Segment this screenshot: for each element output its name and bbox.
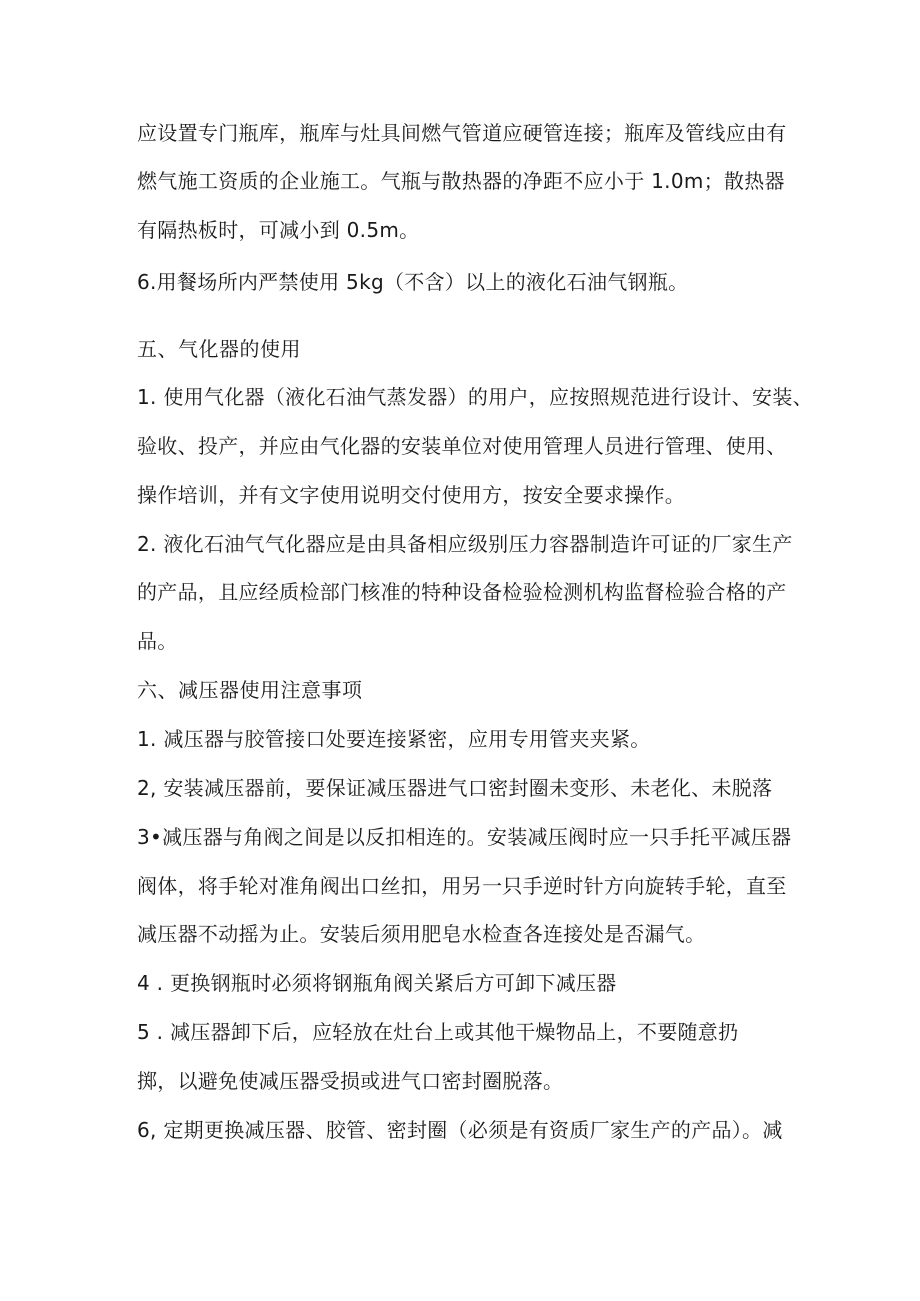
paragraph-line: 有隔热板时，可减小到 0.5m。	[137, 218, 420, 242]
list-item: 4 . 更换钢瓶时必须将钢瓶角阀关紧后方可卸下减压器	[137, 971, 617, 995]
list-item: 3•减压器与角阀之间是以反扣相连的。安装减压阀时应一只手托平减压器	[137, 825, 792, 849]
paragraph-line: 验收、投产，并应由气化器的安装单位对使用管理人员进行管理、使用、	[137, 434, 787, 458]
section-heading: 六、减压器使用注意事项	[137, 678, 363, 702]
paragraph-line: 阀体，将手轮对准角阀出口丝扣，用另一只手逆时针方向旋转手轮，直至	[137, 874, 787, 898]
list-item: 2. 液化石油气气化器应是由具备相应级别压力容器制造许可证的厂家生产	[137, 532, 793, 556]
paragraph-line: 操作培训，并有文字使用说明交付使用方，按安全要求操作。	[137, 483, 686, 507]
paragraph-line: 燃气施工资质的企业施工。气瓶与散热器的净距不应小于 1.0m；散热器	[137, 169, 785, 193]
paragraph-line: 掷，以避免使减压器受损或进气口密封圈脱落。	[137, 1069, 564, 1093]
list-item: 1. 减压器与胶管接口处要连接紧密，应用专用管夹夹紧。	[137, 727, 651, 751]
list-item: 5 . 减压器卸下后，应轻放在灶台上或其他干燥物品上，不要随意扔	[137, 1020, 739, 1044]
list-item: 1. 使用气化器（液化石油气蒸发器）的用户，应按照规范进行设计、安装、	[137, 385, 813, 409]
paragraph-line: 应设置专门瓶库，瓶库与灶具间燃气管道应硬管连接；瓶库及管线应由有	[137, 121, 787, 145]
list-item: 6, 定期更换减压器、胶管、密封圈（必须是有资质厂家生产的产品）。减	[137, 1118, 783, 1142]
paragraph-line: 的产品，且应经质检部门核准的特种设备检验检测机构监督检验合格的产	[137, 580, 787, 604]
section-heading: 五、气化器的使用	[137, 337, 301, 361]
paragraph-line: 减压器不动摇为止。安装后须用肥皂水检查各连接处是否漏气。	[137, 922, 706, 946]
list-item: 6.用餐场所内严禁使用 5kg（不含）以上的液化石油气钢瓶。	[137, 270, 689, 294]
list-item: 2, 安装减压器前，要保证减压器进气口密封圈未变形、未老化、未脱落	[137, 776, 773, 800]
paragraph-line: 品。	[137, 629, 178, 653]
